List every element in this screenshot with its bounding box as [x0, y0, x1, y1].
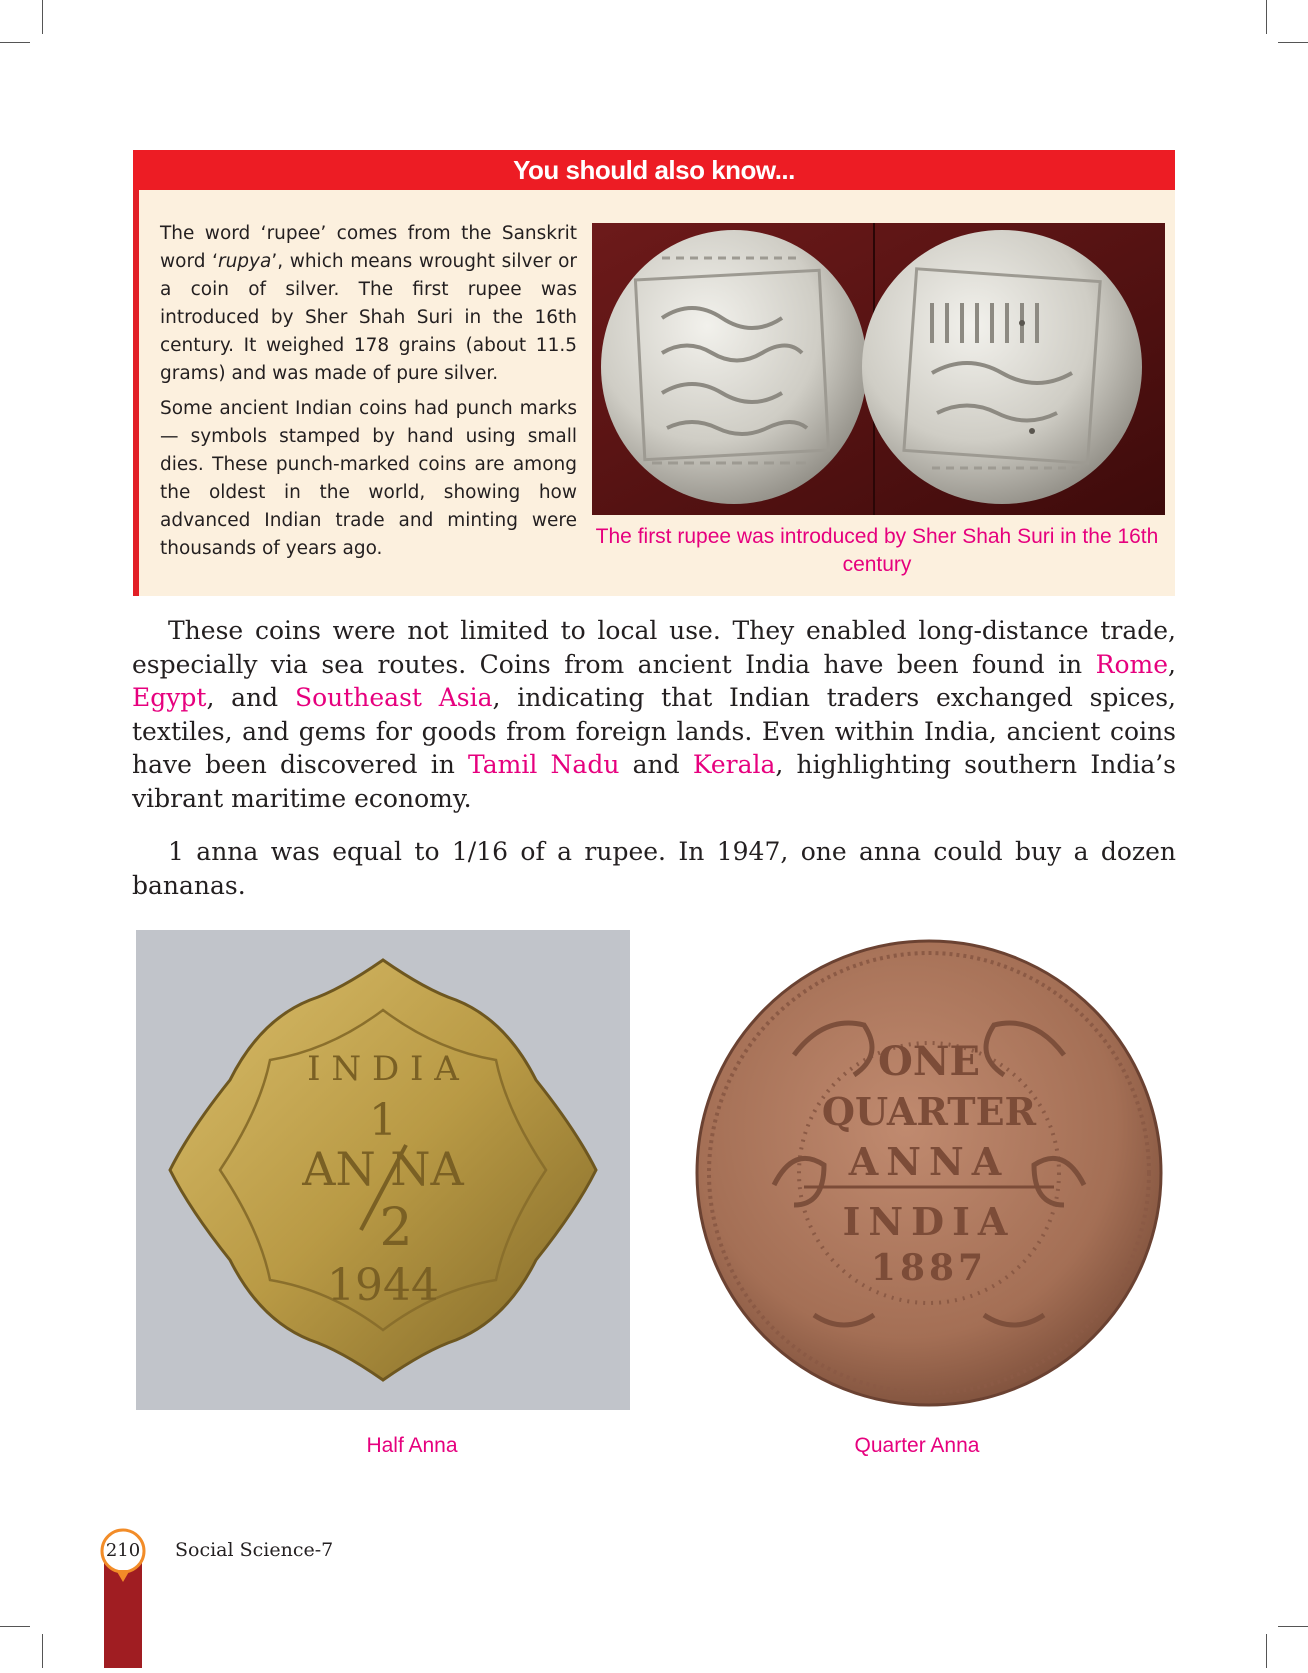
crop-mark	[1266, 1634, 1267, 1668]
quarter-anna-line4: INDIA	[842, 1199, 1016, 1244]
crop-mark	[1278, 42, 1308, 43]
place-name: Rome	[1095, 649, 1169, 679]
quarter-anna-line1: ONE	[878, 1038, 980, 1085]
sher-shah-rupee-photo	[592, 223, 1165, 515]
place-name: Egypt	[132, 683, 207, 712]
rupee-coin-right	[862, 230, 1142, 504]
callout-accent-bar	[133, 150, 139, 596]
crop-mark	[1278, 1626, 1308, 1627]
half-anna-numerator: 1	[369, 1095, 397, 1146]
page-number: 210	[105, 1540, 141, 1561]
crop-mark	[0, 1626, 30, 1627]
quarter-anna-caption: Quarter Anna	[854, 1434, 980, 1457]
callout-heading: You should also know...	[133, 150, 1175, 190]
quarter-anna-coin	[697, 941, 1161, 1405]
place-name: Tamil Nadu	[468, 750, 620, 779]
body-paragraph: These coins were not limited to local use. They enabled long-distance trade, especially via sea routes. Coins from ancient India have been found in Rome, Egypt, and Southeast Asia, indicating that Indian traders exchanged spices, textiles, and gems for goods from foreign lands. Even within India, ancient coins have been discovered in Tamil Nadu and Kerala, highlighting southern India’s vibrant maritime economy.	[132, 616, 1176, 813]
rupee-coin-left	[601, 230, 867, 504]
half-anna-denominator: 2	[379, 1198, 413, 1258]
crop-mark	[42, 0, 43, 34]
body-paragraph: 1 anna was equal to 1/16 of a rupee. In 1947, one anna could buy a dozen bananas.	[132, 837, 1176, 900]
quarter-anna-line5: 1887	[870, 1247, 988, 1289]
quarter-anna-photo	[684, 935, 1174, 1415]
half-anna-word: AN NA	[302, 1142, 464, 1196]
place-name: Southeast Asia	[294, 683, 493, 712]
crop-mark	[42, 1634, 43, 1668]
book-title: Social Science-7	[175, 1539, 334, 1561]
callout-paragraph: Some ancient Indian coins had punch marks — symbols stamped by hand using small dies. These punch-marked coins are among the oldest in the world, showing how advanced Indian trade and minting were thousands of years ago.	[160, 398, 577, 559]
half-anna-caption: Half Anna	[366, 1434, 458, 1457]
half-anna-country-text: I N D I A	[307, 1049, 459, 1089]
half-anna-photo	[136, 930, 630, 1410]
callout-paragraph: The word ‘rupee’ comes from the Sanskrit word ‘rupya’, which means wrought silver or a coin of silver. The first rupee was introduced by Sher Shah Suri in the 16th century. It weighed 178 grains (about 11.5 grams) and was made of pure silver.	[160, 223, 577, 384]
crop-mark	[0, 42, 30, 43]
crop-mark	[1266, 0, 1267, 34]
callout-text	[160, 220, 577, 570]
info-callout	[133, 150, 1175, 596]
quarter-anna-line3: ANNA	[848, 1139, 1010, 1184]
photo-caption: The first rupee was introduced by Sher Shah Suri in the 16th century	[595, 525, 1159, 576]
place-name: Kerala	[692, 750, 776, 779]
quarter-anna-line2: QUARTER	[821, 1089, 1037, 1134]
half-anna-year: 1944	[327, 1260, 439, 1311]
